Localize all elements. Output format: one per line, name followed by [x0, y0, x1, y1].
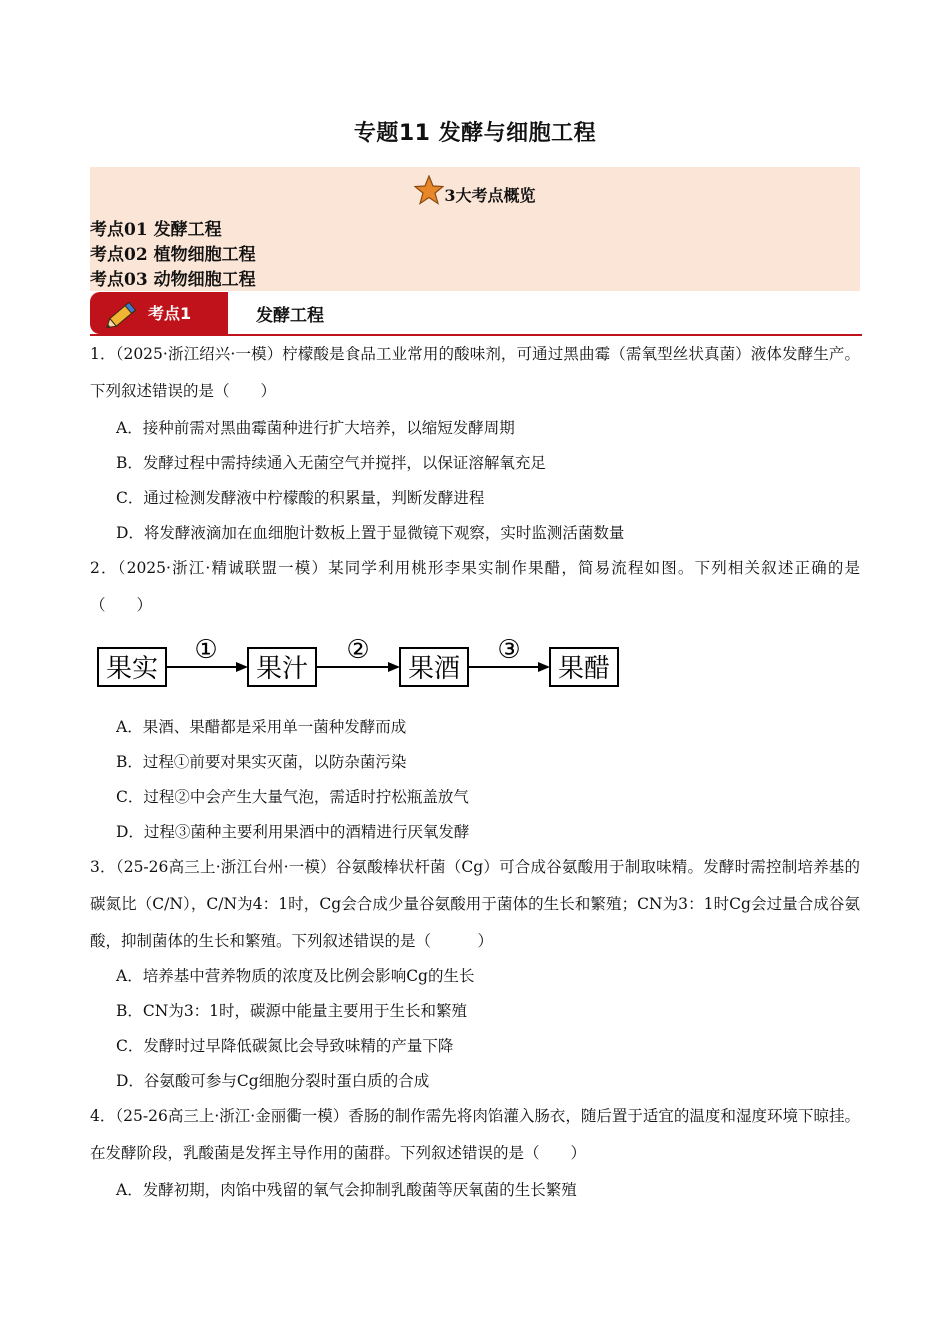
star-icon: [414, 175, 444, 205]
question-option: D．将发酵液滴加在血细胞计数板上置于显微镜下观察，实时监测活菌数量: [116, 524, 625, 542]
flow-box-label: 果酒: [407, 654, 461, 684]
overview-item: 考点03 动物细胞工程: [90, 270, 256, 290]
question-stem: 2．（2025·浙江·精诚联盟一模）某同学利用桃形李果实制作果醋，简易流程如图。下列相关叙述正确的是（ ）: [90, 559, 860, 614]
question-option: C．发酵时过早降低碳氮比会导致味精的产量下降: [116, 1037, 454, 1055]
flow-box: [400, 648, 468, 686]
question-option: A．果酒、果醋都是采用单一菌种发酵而成: [116, 718, 407, 736]
pencil-icon: [104, 296, 142, 332]
flow-arrow: [316, 635, 400, 672]
flow-step-label: ①: [194, 635, 218, 665]
question-option: D．过程③菌种主要利用果酒中的酒精进行厌氧发酵: [116, 823, 470, 841]
question-stem: 3．（25-26高三上·浙江台州·一模）谷氨酸棒状杆菌（Cg）可合成谷氨酸用于制取味精。发酵时需控制培养基的碳氮比（C/N），C/N为4：1时，Cg会合成少量谷氨酸用于菌体的生长和繁殖；CN为3：1时Cg会过量合成谷氨酸，抑制菌体的生长和繁殖。下列叙述错误的是（ ）: [90, 858, 860, 950]
flow-box-label: 果汁: [255, 654, 309, 684]
page-title: 专题11 发酵与细胞工程: [353, 121, 597, 146]
flow-box: [248, 648, 316, 686]
question-stem: 1．（2025·浙江绍兴·一模）柠檬酸是食品工业常用的酸味剂，可通过黑曲霉（需氧型丝状真菌）液体发酵生产。下列叙述错误的是（ ）: [90, 345, 860, 400]
flow-box: [98, 648, 166, 686]
flow-arrow: [468, 635, 550, 672]
flow-box-label: 果醋: [557, 654, 611, 684]
question-option: A．接种前需对黑曲霉菌种进行扩大培养，以缩短发酵周期: [116, 419, 515, 437]
section-header: [90, 292, 862, 336]
overview-heading-text: 3大考点概览: [444, 186, 536, 205]
question-option: B．CN为3：1时，碳源中能量主要用于生长和繁殖: [116, 1002, 468, 1020]
section-title: 发酵工程: [256, 306, 324, 326]
question-option: A．培养基中营养物质的浓度及比例会影响Cg的生长: [116, 967, 475, 985]
question-option: D．谷氨酸可参与Cg细胞分裂时蛋白质的合成: [116, 1072, 430, 1090]
question-option: C．过程②中会产生大量气泡，需适时拧松瓶盖放气: [116, 788, 469, 806]
section-tab-label: 考点1: [148, 304, 192, 323]
section-tab: [90, 292, 228, 334]
flow-box: [550, 648, 618, 686]
overview-panel: [90, 167, 860, 291]
flow-box-label: 果实: [105, 654, 159, 684]
overview-item: 考点01 发酵工程: [90, 220, 222, 240]
overview-item: 考点02 植物细胞工程: [90, 245, 256, 265]
flow-step-label: ②: [346, 635, 370, 665]
question-stem: 4．（25-26高三上·浙江·金丽衢一模）香肠的制作需先将肉馅灌入肠衣，随后置于适宜的温度和湿度环境下晾挂。在发酵阶段，乳酸菌是发挥主导作用的菌群。下列叙述错误的是（ ）: [90, 1107, 860, 1162]
flow-arrow: [166, 635, 248, 672]
question-option: A．发酵初期，肉馅中残留的氧气会抑制乳酸菌等厌氧菌的生长繁殖: [116, 1181, 577, 1199]
overview-heading: [90, 175, 860, 206]
question-option: B．过程①前要对果实灭菌，以防杂菌污染: [116, 753, 407, 771]
flow-step-label: ③: [497, 635, 521, 665]
question-option: C．通过检测发酵液中柠檬酸的积累量，判断发酵进程: [116, 489, 485, 507]
question-option: B．发酵过程中需持续通入无菌空气并搅拌，以保证溶解氧充足: [116, 454, 546, 472]
process-flow-diagram: [96, 632, 626, 692]
